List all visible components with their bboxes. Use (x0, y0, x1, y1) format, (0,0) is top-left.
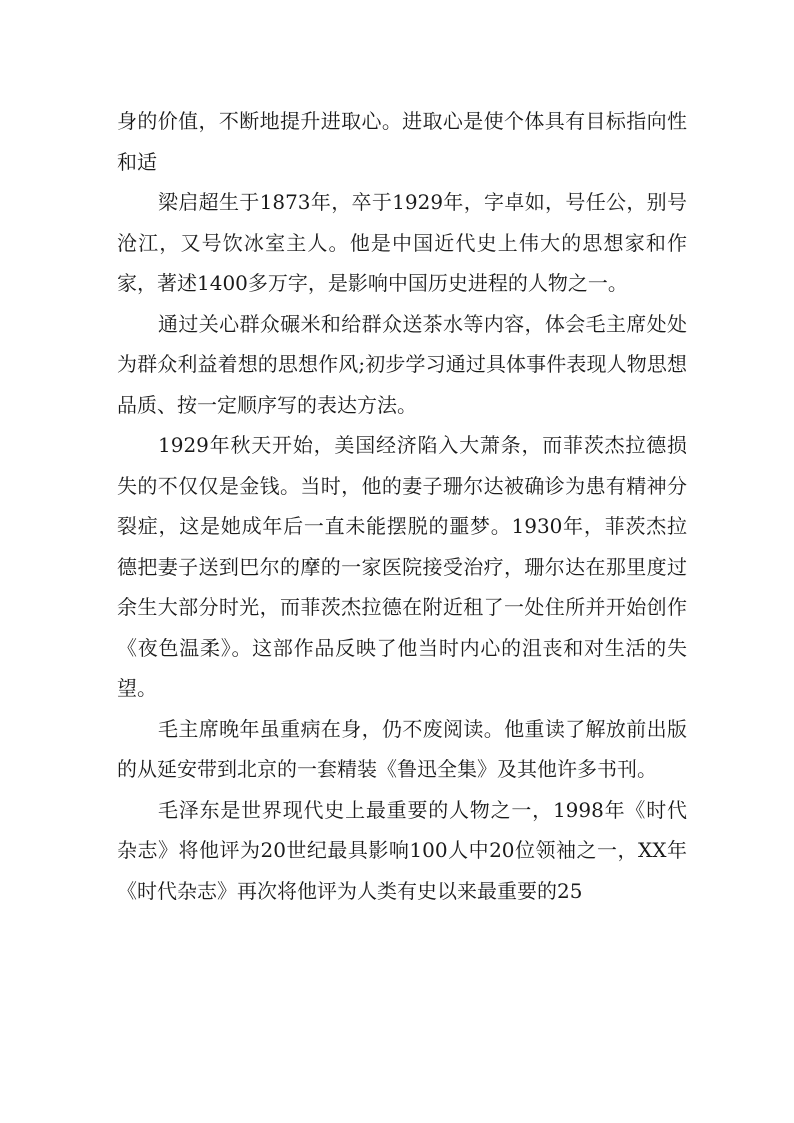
paragraph-2: 梁启超生于1873年，卒于1929年，字卓如，号任公，别号沧江，又号饮冰室主人。他是中国近代史上伟大的思想家和作家，著述1400多万字，是影响中国历史进程的人物之一。 (117, 190, 687, 295)
paragraph-4: 1929年秋天开始，美国经济陷入大萧条，而菲茨杰拉德损失的不仅仅是金钱。当时，他的妻子珊尔达被确诊为患有精神分裂症，这是她成年后一直未能摆脱的噩梦。1930年，菲茨杰拉德把妻子送到巴尔的摩的一家医院接受治疗，珊尔达在那里度过余生大部分时光，而菲茨杰拉德在附近租了一处住所并开始创作《夜色温柔》。这部作品反映了他当时内心的沮丧和对生活的失望。 (117, 433, 687, 700)
document-body (117, 101, 687, 911)
paragraph-5: 毛主席晚年虽重病在身，仍不废阅读。他重读了解放前出版的从延安带到北京的一套精装《鲁迅全集》及其他许多书刊。 (117, 716, 687, 781)
paragraph-3: 通过关心群众碾米和给群众送茶水等内容，体会毛主席处处为群众利益着想的思想作风;初步学习通过具体事件表现人物思想品质、按一定顺序写的表达方法。 (117, 311, 687, 417)
paragraph-1: 身的价值，不断地提升进取心。进取心是使个体具有目标指向性和适 (117, 109, 687, 174)
paragraph-6: 毛泽东是世界现代史上最重要的人物之一，1998年《时代杂志》将他评为20世纪最具影响100人中20位领袖之一，XX年《时代杂志》再次将他评为人类有史以来最重要的25 (117, 797, 687, 903)
